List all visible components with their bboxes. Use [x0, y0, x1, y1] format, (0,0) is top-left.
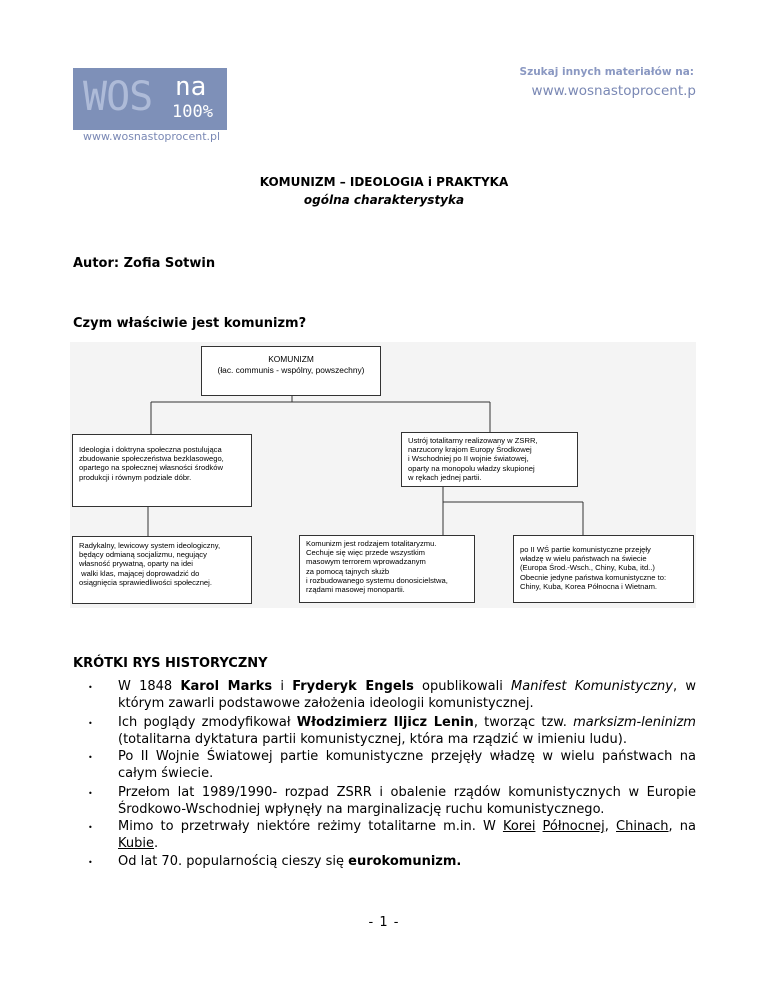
box-line: zbudowanie społeczeństwa bezklasowego, [79, 454, 224, 464]
document-title: KOMUNIZM – IDEOLOGIA i PRAKTYKA [259, 175, 509, 189]
box-line: władzę w wielu państwach na świecie [520, 554, 647, 564]
box-line: oparty na monopolu władzy skupionej [408, 463, 535, 473]
history-item-6 [118, 853, 696, 870]
text-run: (totalitarna dyktatura partii komunistycznej, która ma rządzić w imieniu ludu). [118, 732, 627, 747]
box-line: i Wschodniej po II wojnie światowej, [408, 454, 529, 464]
box-line: po II WŚ partie komunistyczne przejęły [520, 545, 651, 554]
diagram-radical-box [72, 536, 252, 604]
text-run: Mimo to przetrwały niektóre reżimy totalitarne m.in. W [118, 819, 503, 834]
diagram-totalitarian-box [299, 535, 475, 603]
text-run: , [604, 819, 617, 834]
history-item-5 [118, 818, 696, 852]
country-link[interactable]: Chinach [616, 819, 669, 834]
bullet-marker: • [88, 823, 93, 832]
bullet-marker: • [88, 683, 93, 692]
country-link[interactable]: Korei [502, 819, 536, 834]
box-line: osiągnięcia sprawiedliwości społecznej. [79, 577, 212, 587]
diagram-postwar-box [513, 535, 694, 603]
person-name: Włodzimierz Iljicz Lenin [296, 715, 474, 730]
history-item-4: Przełom lat 1989/1990- rozpad ZSRR i obalenie rządów komunistycznych w Europie Środkowo-Wschodniej wpłynęły na marginalizację ruchu komunistycznego. [118, 785, 696, 817]
box-line: i rozbudowanego systemu donosicielstwa, [306, 575, 448, 585]
term: marksizm-leninizm [573, 715, 696, 730]
communism-diagram [70, 342, 696, 608]
box-line: opartego na społecznej własności środków [79, 463, 223, 473]
bullet-marker: • [88, 753, 93, 762]
text-run: Ich poglądy zmodyfikował [118, 715, 297, 730]
box-line: rządami masowej monopartii. [306, 585, 405, 595]
section-question: Czym właściwie jest komunizm? [73, 316, 307, 331]
text-run: i [272, 679, 293, 694]
logo-na-text: na [175, 72, 207, 102]
root-line-1: KOMUNIZM [268, 354, 314, 364]
text-run: , tworząc tzw. [473, 715, 574, 730]
box-line: Ustrój totalitarny realizowany w ZSRR, [408, 436, 538, 445]
root-line-2: (łac. communis - wspólny, powszechny) [217, 365, 365, 375]
diagram-root-box [201, 346, 381, 396]
logo-url-link[interactable]: www.wosnastoprocent.pl [83, 130, 221, 143]
box-line: (Europa Środ.-Wsch., Chiny, Kuba, itd..) [520, 563, 655, 573]
search-url-link[interactable]: www.wosnastoprocent.p [531, 83, 696, 99]
author-line: Autor: Zofia Sotwin [73, 256, 216, 271]
box-line: za pomocą tajnych służb [306, 566, 390, 576]
country-link[interactable]: Kubie [118, 836, 154, 851]
history-heading: KRÓTKI RYS HISTORYCZNY [73, 656, 268, 671]
text-run: opublikowali [413, 679, 512, 694]
box-line: Komunizm jest rodzajem totalitaryzmu. [306, 539, 437, 548]
bullet-marker: • [88, 719, 93, 728]
history-item-2 [118, 714, 696, 748]
person-name: Karol Marks [180, 679, 273, 694]
box-line: masowym terrorem wprowadzanym [306, 557, 426, 567]
person-name: Fryderyk Engels [292, 679, 414, 694]
bullet-marker: • [88, 789, 93, 798]
country-link[interactable]: Północnej [542, 819, 605, 834]
document-subtitle: ogólna charakterystyka [303, 193, 465, 207]
diagram-system-box [401, 432, 578, 487]
box-line: narzucony krajom Europy Środkowej [408, 445, 532, 455]
box-line: w rękach jednej partii. [408, 472, 482, 482]
box-line: produkcji i równym podziale dóbr. [79, 472, 192, 482]
site-logo[interactable] [73, 68, 227, 130]
box-line: Cechuje się więc przede wszystkim [306, 548, 426, 558]
history-item-3: Po II Wojnie Światowej partie komunistyczne przejęły władzę w wielu państwach na całym świecie. [118, 749, 696, 781]
text-run: W 1848 [118, 679, 181, 694]
box-line: Radykalny, lewicowy system ideologiczny, [79, 541, 221, 550]
logo-percent-text: 100% [172, 102, 213, 122]
box-line: walki klas, mającej doprowadzić do [79, 568, 200, 578]
text-run: , na [668, 819, 696, 834]
history-item-1 [118, 678, 696, 712]
diagram-ideology-box [72, 434, 252, 507]
bullet-marker: • [88, 858, 93, 867]
search-label: Szukaj innych materiałów na: [519, 66, 694, 78]
box-line: Obecnie jedyne państwa komunistyczne to: [520, 572, 667, 582]
box-line: Ideologia i doktryna społeczna postulująca [79, 445, 222, 454]
text-run: Od lat 70. popularnością cieszy się [118, 854, 349, 869]
term: eurokomunizm. [348, 854, 462, 869]
text-run [535, 819, 542, 834]
box-line: Chiny, Kuba, Korea Północna i Wietnam. [520, 581, 658, 591]
box-line: będący odmianą socjalizmu, negujący [79, 550, 207, 560]
page-number: - 1 - [368, 915, 400, 930]
text-run: , w którym zawarli podstawowe założenia ideologii komunistycznej. [118, 679, 696, 711]
text-run: . [153, 836, 159, 851]
box-line: własność prywatną, oparty na idei [79, 559, 193, 569]
logo-wos-text: WOS [83, 74, 153, 120]
work-title: Manifest Komunistyczny [511, 679, 673, 694]
